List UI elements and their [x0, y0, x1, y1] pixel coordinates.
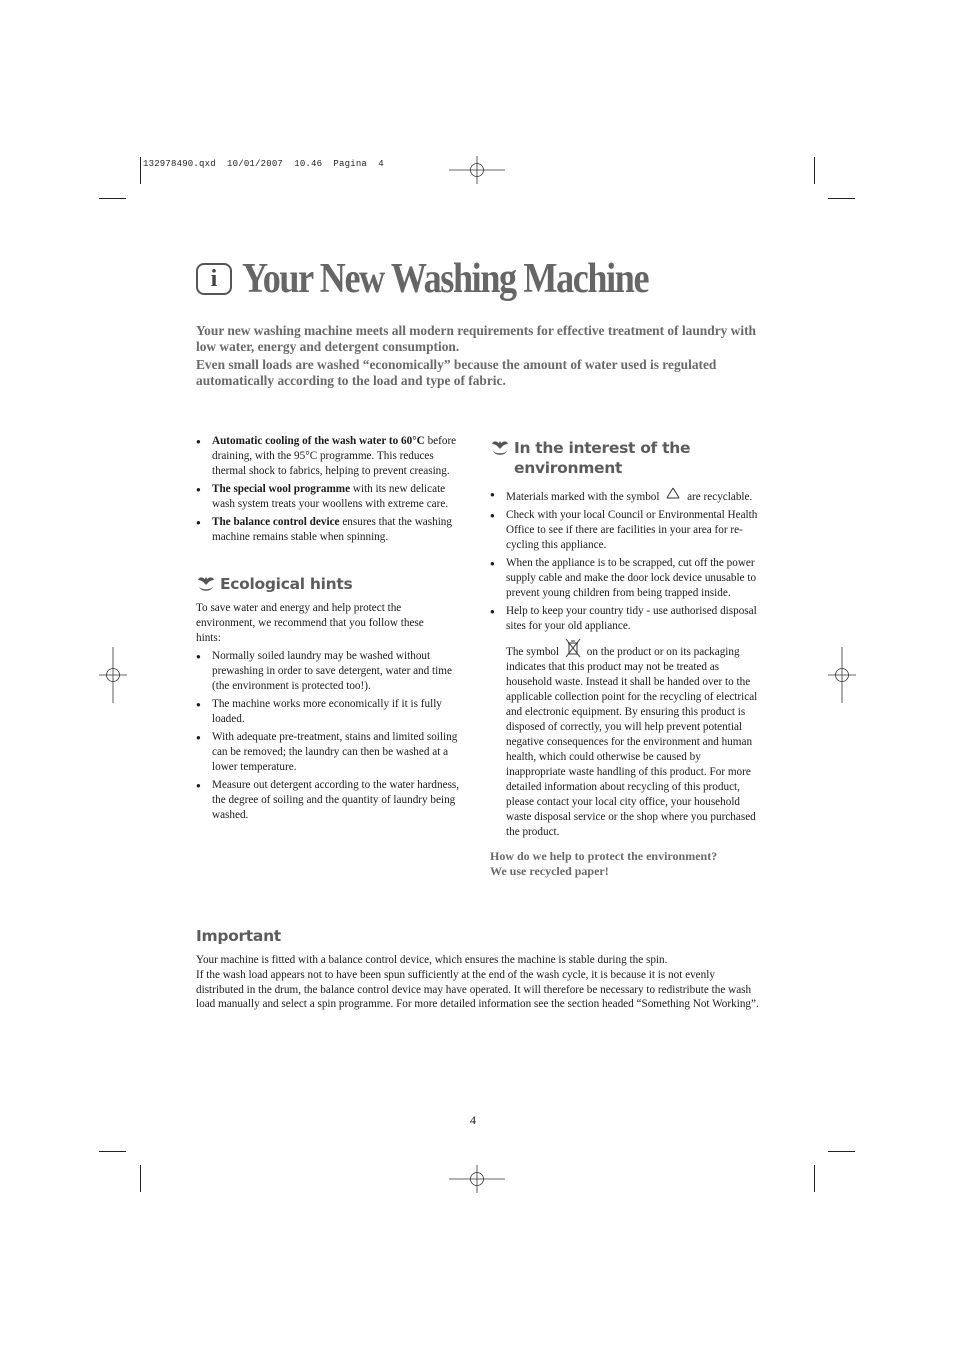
page-number: 4 [470, 1113, 476, 1127]
leaf-icon [490, 438, 510, 458]
list-item: ● The machine works more economically if it is fully loaded. [196, 697, 466, 727]
crop-mark [828, 1151, 855, 1152]
list-item: ● Help to keep your country tidy - use authorised disposal sites for your old appliance. [490, 604, 760, 634]
page-title: Your New Washing Machine [242, 256, 649, 302]
list-item: ● Measure out detergent according to the water hardness, the degree of soiling and the quantity of laundry being washed. [196, 778, 466, 823]
environment-list [490, 487, 760, 634]
environment-heading [490, 438, 690, 478]
registration-mark-icon [449, 156, 505, 184]
page-header [196, 255, 714, 303]
list-item: ● When the appliance is to be scrapped, cut off the power supply cable and make the door lock device unusable to prevent young children from being trapped inside. [490, 556, 760, 601]
heading-line-2: environment [514, 459, 623, 477]
recycled-paper-note: How do we help to protect the environment? We use recycled paper! [490, 849, 718, 878]
crop-mark [99, 198, 126, 199]
registration-mark-icon [99, 647, 127, 703]
eco-list [196, 649, 466, 823]
list-item [196, 434, 466, 479]
feature-text: ensures that the washing machine remains stable when spinning. [212, 516, 452, 543]
registration-mark-icon [828, 647, 856, 703]
feature-bold: The balance control device [212, 516, 340, 528]
crop-mark [140, 1165, 141, 1192]
crop-mark [140, 157, 141, 184]
crossed-bin-icon [564, 638, 582, 658]
crop-mark [828, 198, 855, 199]
crop-mark [99, 1151, 126, 1152]
feature-list [196, 434, 466, 545]
heading-line-1: In the interest of the [514, 439, 691, 457]
feature-text: with its new delicate wash system treats your woollens with extreme care. [212, 483, 449, 510]
list-item: ● With adequate pre-treatment, stains and limited soiling can be removed; the laundry can then be washed at a lower temperature. [196, 730, 466, 775]
eco-intro: To save water and energy and help protect the environment, we recommend that you follow these hints: [196, 602, 424, 644]
list-item: ● Check with your local Council or Environmental Health Office to see if there are facilities in your area for re-cycling this appliance. [490, 508, 760, 553]
ecological-hints-body [196, 601, 466, 826]
weee-paragraph: The symbol on the product or on its packaging indicates that this product may not be treated as household waste. Instead it shall be handed over to the applicable collection point for the recycling of electrical and electronic equipment. By ensuring this product is disposed of correctly, you will help prevent potential negative consequences for the environment and human health, which could otherwise be caused by inappropriate waste handling of this product. For more detailed information about recycling of this product, please contact your local city office, your household waste disposal service or the shop where you purchased the product. [490, 638, 760, 840]
registration-mark-icon [449, 1165, 505, 1193]
recycle-icon [665, 487, 681, 502]
feature-text: before draining, with the 95°C programme. This reduces thermal shock to fabrics, helping to prevent creasing. [212, 435, 457, 477]
crop-mark [814, 157, 815, 184]
important-body [196, 953, 761, 1012]
intro-paragraph-1: Your new washing machine meets all modern requirements for effective treatment of laundry with low water, energy and detergent consumption. [196, 323, 756, 354]
important-line-1: Your machine is fitted with a balance control device, which ensures the machine is stable during the spin. [196, 954, 668, 966]
leaf-icon [196, 574, 216, 594]
important-heading: Important [196, 927, 281, 945]
ecological-hints-heading [196, 574, 352, 594]
crop-mark [814, 1165, 815, 1192]
list-item: ● Normally soiled laundry may be washed without prewashing in order to save detergent, water and time (the environment is protected too!). [196, 649, 466, 694]
printer-slug: 132978490.qxd 10/01/2007 10.46 Pagina 4 [143, 159, 384, 169]
feature-bold: Automatic cooling of the wash water to 60°C [212, 435, 425, 447]
info-icon: i [196, 263, 232, 295]
list-item [196, 482, 466, 512]
important-line-2: If the wash load appears not to have been spun sufficiently at the end of the wash cycle, it is because it is not evenly distributed in the drum, the balance control device may have operated. It will therefore be necessary to redistribute the wash load manually and select a spin programme. For more detailed information see the section headed “Something Not Working”. [196, 968, 759, 1011]
feature-bold: The special wool programme [212, 483, 351, 495]
list-item [196, 515, 466, 545]
environment-body [490, 487, 760, 879]
heading-text: Ecological hints [220, 575, 353, 593]
intro-paragraph-2: Even small loads are washed “economically” because the amount of water used is regulated automatically according to the load and type of fabric. [196, 357, 717, 388]
feature-list-column [196, 434, 466, 548]
list-item: ● Materials marked with the symbol are recyclable. [490, 487, 760, 505]
